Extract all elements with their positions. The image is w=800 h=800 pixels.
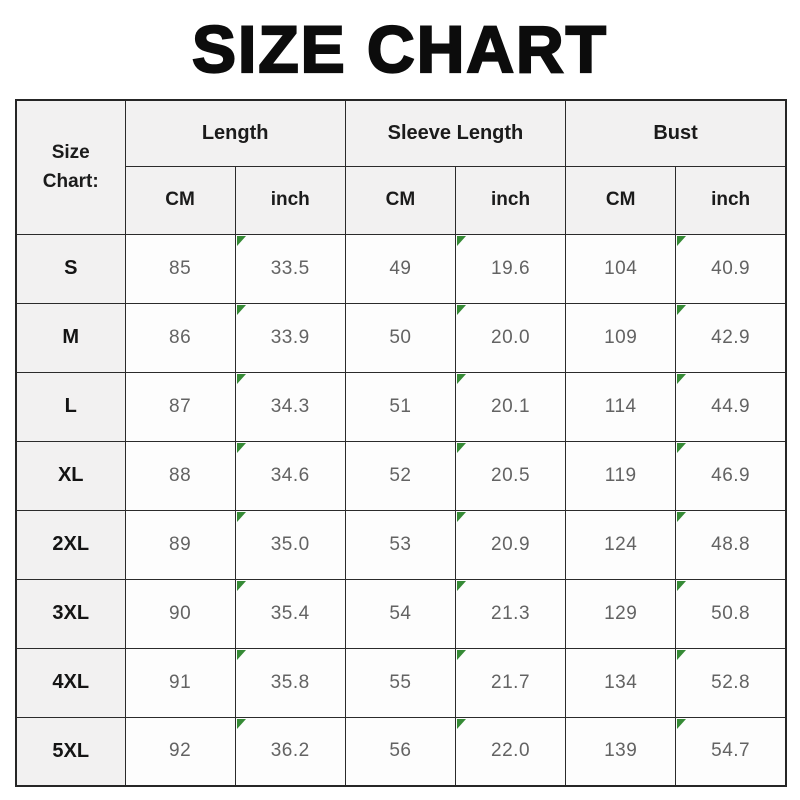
table-cell [125,510,235,579]
corner-header-size-chart [16,100,125,234]
table-cell [676,648,786,717]
size-label: 3XL [16,579,125,648]
cell-value: 20.5 [491,464,531,486]
cell-flag-triangle-icon [677,719,686,729]
table-row-l [16,372,786,441]
column-group-bust: Bust [566,100,786,166]
cell-flag-triangle-icon [237,236,246,246]
cell-value: 21.3 [491,602,531,624]
table-row-xl [16,441,786,510]
table-row-4xl [16,648,786,717]
cell-value: 42.9 [711,326,751,348]
table-cell [455,441,565,510]
cell-value: 86 [169,326,192,348]
cell-value: 129 [604,602,638,624]
cell-value: 91 [169,671,192,693]
unit-header-length-cm: CM [125,166,235,234]
cell-flag-triangle-icon [237,305,246,315]
cell-value: 35.4 [270,602,310,624]
cell-flag-triangle-icon [457,719,466,729]
cell-value: 19.6 [491,257,531,279]
cell-value: 20.1 [491,395,531,417]
cell-flag-triangle-icon [237,650,246,660]
table-cell [235,372,345,441]
table-cell [455,303,565,372]
table-cell [676,441,786,510]
cell-value: 139 [604,740,638,762]
cell-flag-triangle-icon [237,374,246,384]
size-chart-table [15,99,787,787]
unit-header-bust-cm: CM [566,166,676,234]
cell-value: 89 [169,533,192,555]
cell-flag-triangle-icon [237,512,246,522]
table-cell [345,648,455,717]
unit-header-length-inch: inch [235,166,345,234]
cell-value: 40.9 [711,257,751,279]
column-group-length: Length [125,100,345,166]
size-label: S [16,234,125,303]
size-label: M [16,303,125,372]
cell-value: 54 [389,602,412,624]
cell-flag-triangle-icon [457,443,466,453]
table-row-3xl [16,579,786,648]
cell-value: 124 [604,533,638,555]
size-label: L [16,372,125,441]
cell-value: 34.6 [270,464,310,486]
table-cell [345,717,455,786]
cell-value: 134 [604,671,638,693]
table-row-s [16,234,786,303]
cell-value: 50.8 [711,602,751,624]
size-label: 5XL [16,717,125,786]
cell-value: 44.9 [711,395,751,417]
table-row-m [16,303,786,372]
cell-value: 20.9 [491,533,531,555]
cell-value: 49 [389,257,412,279]
table-cell [676,579,786,648]
cell-value: 50 [389,326,412,348]
cell-flag-triangle-icon [677,443,686,453]
cell-value: 88 [169,464,192,486]
table-cell [566,372,676,441]
table-cell [455,579,565,648]
cell-flag-triangle-icon [237,719,246,729]
cell-value: 54.7 [711,740,751,762]
column-group-sleeve-length: Sleeve Length [345,100,565,166]
table-cell [345,303,455,372]
cell-value: 35.0 [270,533,310,555]
cell-flag-triangle-icon [677,581,686,591]
cell-flag-triangle-icon [677,305,686,315]
cell-value: 52 [389,464,412,486]
table-cell [235,510,345,579]
table-cell [566,303,676,372]
table-cell [125,441,235,510]
table-cell [455,648,565,717]
table-cell [455,234,565,303]
cell-value: 36.2 [270,740,310,762]
cell-flag-triangle-icon [237,581,246,591]
table-row-2xl [16,510,786,579]
table-cell [566,717,676,786]
unit-header-sleeve-cm: CM [345,166,455,234]
table-cell [235,717,345,786]
cell-flag-triangle-icon [677,236,686,246]
cell-flag-triangle-icon [457,305,466,315]
table-cell [566,648,676,717]
table-cell [235,579,345,648]
table-cell [676,717,786,786]
cell-flag-triangle-icon [677,650,686,660]
size-label: XL [16,441,125,510]
size-label: 4XL [16,648,125,717]
cell-value: 51 [389,395,412,417]
table-cell [345,510,455,579]
cell-value: 21.7 [491,671,531,693]
size-chart-table-container [15,99,787,787]
table-cell [345,579,455,648]
page-title: SIZE CHART [192,12,608,86]
cell-value: 34.3 [270,395,310,417]
table-cell [125,717,235,786]
table-cell [345,441,455,510]
table-cell [676,372,786,441]
table-cell [235,648,345,717]
cell-value: 22.0 [491,740,531,762]
cell-value: 53 [389,533,412,555]
cell-flag-triangle-icon [457,374,466,384]
cell-value: 48.8 [711,533,751,555]
table-cell [676,303,786,372]
table-cell [566,234,676,303]
table-cell [235,303,345,372]
table-cell [125,648,235,717]
unit-header-bust-inch: inch [676,166,786,234]
cell-flag-triangle-icon [457,650,466,660]
cell-value: 104 [604,257,638,279]
table-row-5xl [16,717,786,786]
table-cell [455,372,565,441]
cell-value: 109 [604,326,638,348]
size-label: 2XL [16,510,125,579]
cell-value: 20.0 [491,326,531,348]
cell-flag-triangle-icon [457,581,466,591]
cell-value: 119 [604,464,637,486]
cell-value: 55 [389,671,412,693]
cell-value: 90 [169,602,192,624]
cell-flag-triangle-icon [677,374,686,384]
cell-value: 87 [169,395,192,417]
table-cell [455,717,565,786]
table-cell [676,510,786,579]
cell-value: 92 [169,740,192,762]
cell-value: 85 [169,257,192,279]
table-cell [345,372,455,441]
table-cell [125,372,235,441]
table-cell [566,579,676,648]
table-cell [125,303,235,372]
cell-value: 52.8 [711,671,751,693]
corner-header-line1: Size [51,141,90,163]
corner-header-line2: Chart: [42,171,99,193]
table-cell [676,234,786,303]
table-cell [455,510,565,579]
cell-value: 33.5 [270,257,310,279]
cell-value: 114 [604,395,637,417]
unit-header-sleeve-inch: inch [455,166,565,234]
cell-value: 35.8 [270,671,310,693]
table-cell [566,441,676,510]
cell-flag-triangle-icon [457,512,466,522]
cell-flag-triangle-icon [677,512,686,522]
table-cell [125,234,235,303]
table-cell [125,579,235,648]
cell-value: 56 [389,740,412,762]
table-cell [235,441,345,510]
cell-flag-triangle-icon [457,236,466,246]
cell-value: 46.9 [711,464,751,486]
cell-flag-triangle-icon [237,443,246,453]
table-cell [566,510,676,579]
table-cell [345,234,455,303]
cell-value: 33.9 [270,326,310,348]
table-cell [235,234,345,303]
